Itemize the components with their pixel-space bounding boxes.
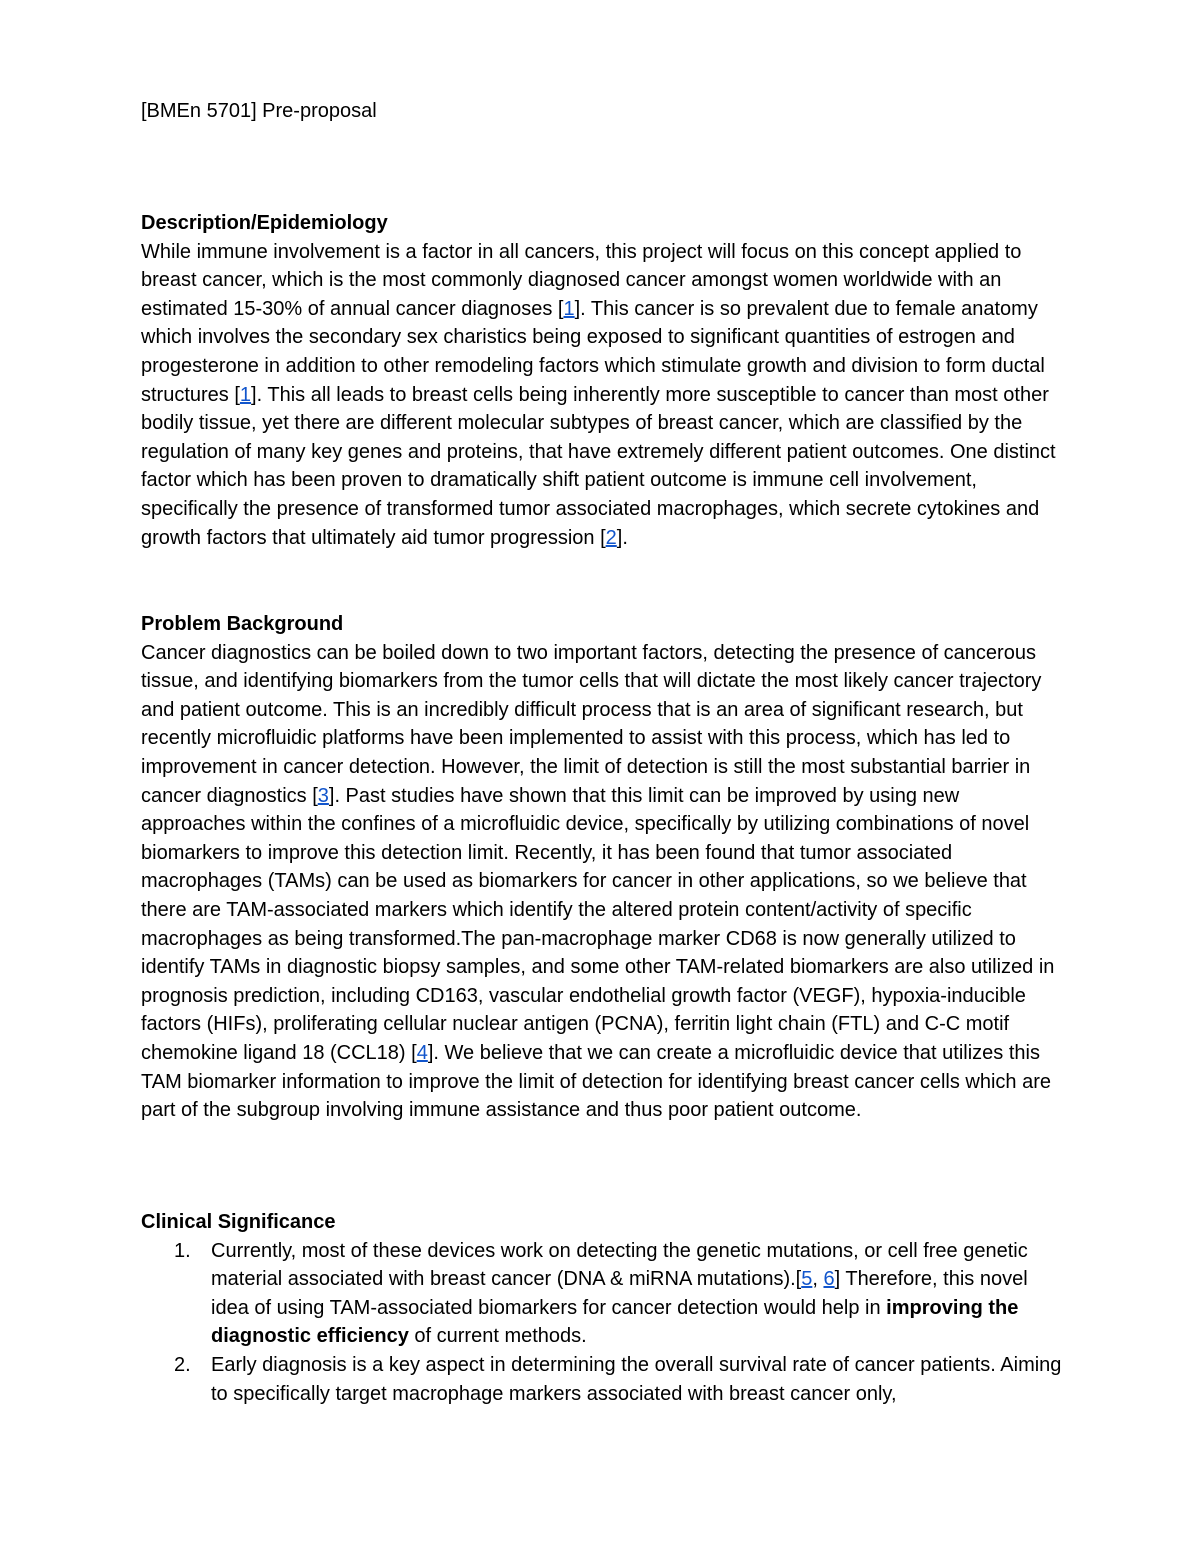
citation-separator: , xyxy=(812,1268,824,1291)
clinical-heading: Clinical Significance xyxy=(141,1211,336,1233)
list-number: 2. xyxy=(174,1353,191,1376)
description-text-3: ]. This all leads to breast cells being inherently more susceptible to cancer than most other bodily tissue, yet there are different molecular subtypes of breast cancer, which are classified by the regulation of many key genes and proteins, that have extremely different patient outcomes. One distinct factor which has been proven to dramatically shift patient outcome is immune cell involvement, specifically the presence of transformed tumor associated macrophages, which secrete cytokines and growth factors that ultimately aid tumor progression [ xyxy=(141,383,1056,549)
list-item xyxy=(141,1237,1066,1351)
citation-link[interactable]: 4 xyxy=(416,1041,428,1064)
problem-text-1: Cancer diagnostics can be boiled down to two important factors, detecting the presence of cancerous tissue, and identifying biomarkers from the tumor cells that will dictate the most likely cancer trajectory and patient outcome. This is an incredibly difficult process that is an area of significant research, but recently microfluidic platforms have been implemented to assist with this process, which has led to improvement in cancer detection. However, the limit of detection is still the most substantial barrier in cancer diagnostics [ xyxy=(141,641,1042,807)
description-heading: Description/Epidemiology xyxy=(141,212,388,234)
section-description xyxy=(141,209,1066,552)
problem-text-3: ]. We believe that we can create a microfluidic device that utilizes this TAM biomarker information to improve the limit of detection for identifying breast cancer cells which are part of the subgroup involving immune assistance and thus poor patient outcome. xyxy=(141,1041,1052,1122)
problem-text-2: ]. Past studies have shown that this limit can be improved by using new approaches within the confines of a microfluidic device, specifically by utilizing combinations of novel biomarkers to improve this detection limit. Recently, it has been found that tumor associated macrophages (TAMs) can be used as biomarkers for cancer in other applications, so we believe that there are TAM-associated markers which identify the altered protein content/activity of specific macrophages as being transformed.The pan-macrophage marker CD68 is now generally utilized to identify TAMs in diagnostic biopsy samples, and some other TAM-related biomarkers are also utilized in prognosis prediction, including CD163, vascular endothelial growth factor (VEGF), hypoxia-inducible factors (HIFs), proliferating cellular nuclear antigen (PCNA), ferritin light chain (FTL) and C-C motif chemokine ligand 18 (CCL18) [ xyxy=(141,784,1055,1064)
item1-text-3: of current methods. xyxy=(408,1325,587,1348)
list-number: 1. xyxy=(174,1239,191,1262)
clinical-list xyxy=(141,1237,1066,1409)
item1-bold-text: improving the diagnostic efficiency xyxy=(211,1296,1019,1348)
description-text-1: While immune involvement is a factor in all cancers, this project will focus on this concept applied to breast cancer, which is the most commonly diagnosed cancer amongst women worldwide with an estimated 15-30% of annual cancer diagnoses [ xyxy=(141,240,1022,320)
item1-text-2: ] Therefore, this novel idea of using TAM-associated biomarkers for cancer detection would help in xyxy=(211,1268,1028,1319)
citation-link[interactable]: 1 xyxy=(239,383,252,406)
list-item-text xyxy=(211,1240,1028,1348)
problem-heading: Problem Background xyxy=(141,613,344,635)
citation-link[interactable]: 6 xyxy=(823,1268,835,1291)
description-text-2: ]. This cancer is so prevalent due to female anatomy which involves the secondary sex charistics being exposed to significant quantities of estrogen and progesterone in addition to other remodeling factors which stimulate growth and division to form ductal structures [ xyxy=(141,297,1045,406)
section-problem-background xyxy=(141,610,1066,1125)
description-paragraph xyxy=(141,238,1066,553)
list-item-text: Early diagnosis is a key aspect in determining the overall survival rate of cancer patients. Aiming to specifically target macrophage markers associated with breast cancer only, xyxy=(211,1353,1062,1405)
citation-link[interactable]: 5 xyxy=(801,1268,813,1291)
item1-text-1: Currently, most of these devices work on detecting the genetic mutations, or cell free genetic material associated with breast cancer (DNA & miRNA mutations).[ xyxy=(211,1239,1028,1291)
document-title: [BMEn 5701] Pre-proposal xyxy=(141,100,377,122)
list-item xyxy=(141,1351,1066,1408)
description-text-4: ]. xyxy=(616,526,628,549)
problem-paragraph xyxy=(141,639,1066,1125)
section-clinical-significance xyxy=(141,1208,1066,1408)
citation-link[interactable]: 3 xyxy=(317,784,329,807)
citation-link[interactable]: 1 xyxy=(563,297,575,320)
citation-link[interactable]: 2 xyxy=(605,526,617,549)
